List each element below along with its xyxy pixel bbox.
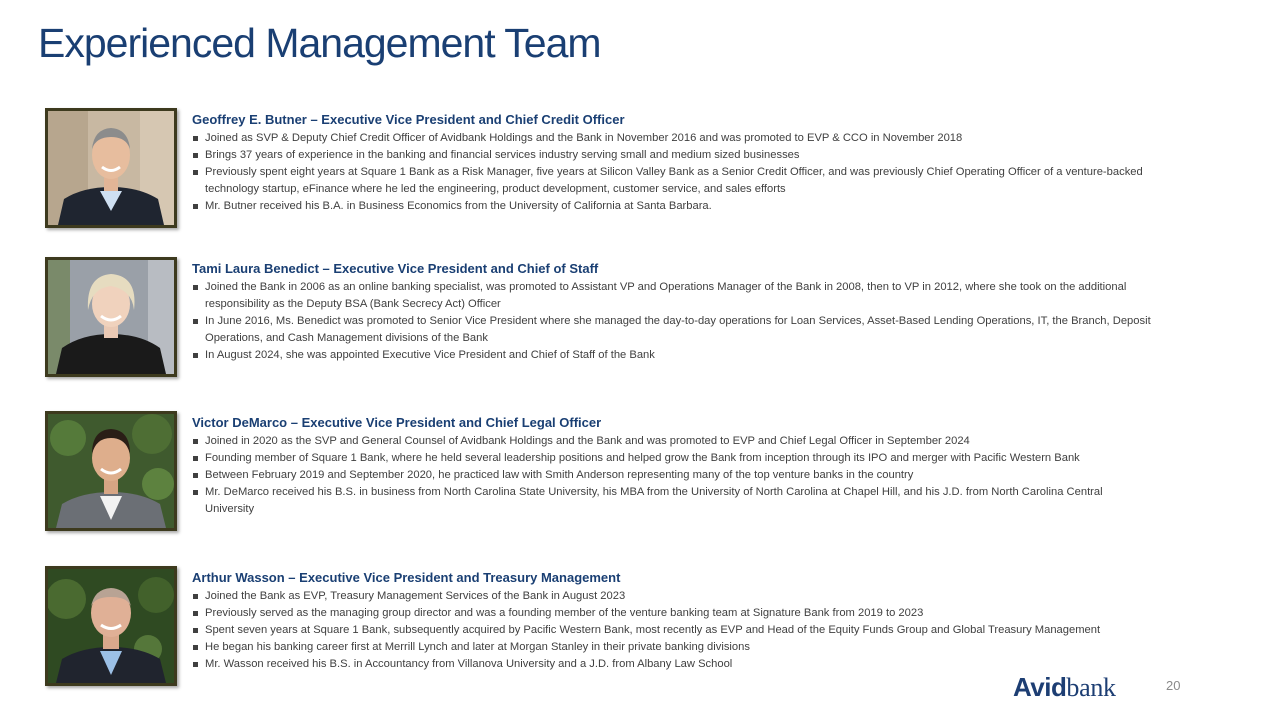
bio-bullet: Mr. Butner received his B.A. in Business Economics from the University of California at Santa Barbara. <box>192 198 1152 215</box>
bio-bullet-list <box>192 588 1152 673</box>
person-name: Arthur Wasson – Executive Vice President and Treasury Management <box>192 570 621 585</box>
headshot-photo <box>45 411 177 531</box>
person-name: Victor DeMarco – Executive Vice President and Chief Legal Officer <box>192 415 602 430</box>
logo-text-part1: Avid <box>1013 672 1067 702</box>
bio-bullet: Founding member of Square 1 Bank, where he held several leadership positions and helped grow the Bank from inception through its IPO and merger with Pacific Western Bank <box>192 450 1152 467</box>
avidbank-logo <box>1013 673 1116 702</box>
headshot-photo <box>45 566 177 686</box>
bio-bullet: Joined the Bank in 2006 as an online banking specialist, was promoted to Assistant VP and Operations Manager of the Bank in 2008, then to VP in 2012, where she took on the additional responsibility as the Deputy BSA (Bank Secrecy Act) Officer <box>192 279 1152 313</box>
bio-bullet: Joined the Bank as EVP, Treasury Management Services of the Bank in August 2023 <box>192 588 1152 605</box>
bio-bullet: Mr. DeMarco received his B.S. in business from North Carolina State University, his MBA from the University of North Carolina at Chapel Hill, and his J.D. from North Carolina Central University <box>192 484 1152 518</box>
bio-bullet: In June 2016, Ms. Benedict was promoted to Senior Vice President where she managed the day-to-day operations for Loan Services, Asset-Based Lending Operations, IT, the Branch, Deposit Operations, and Cash Management divisions of the Bank <box>192 313 1152 347</box>
page-number: 20 <box>1166 678 1181 693</box>
bio-bullet: Mr. Wasson received his B.S. in Accountancy from Villanova University and a J.D. from Albany Law School <box>192 656 1152 673</box>
bio-bullet: Between February 2019 and September 2020, he practiced law with Smith Anderson representing many of the top venture banks in the country <box>192 467 1152 484</box>
bio-section <box>192 414 1152 518</box>
bio-bullet: In August 2024, she was appointed Executive Vice President and Chief of Staff of the Bank <box>192 347 1152 364</box>
bio-bullet: Joined as SVP & Deputy Chief Credit Officer of Avidbank Holdings and the Bank in November 2016 and was promoted to EVP & CCO in November 2018 <box>192 130 1152 147</box>
bio-bullet: He began his banking career first at Merrill Lynch and later at Morgan Stanley in their private banking divisions <box>192 639 1152 656</box>
bio-bullet: Spent seven years at Square 1 Bank, subsequently acquired by Pacific Western Bank, most recently as EVP and Head of the Equity Funds Group and Global Treasury Management <box>192 622 1152 639</box>
bio-bullet: Previously served as the managing group director and was a founding member of the venture banking team at Signature Bank from 2019 to 2023 <box>192 605 1152 622</box>
bio-section <box>192 111 1152 215</box>
person-name: Geoffrey E. Butner – Executive Vice President and Chief Credit Officer <box>192 112 625 127</box>
bio-section <box>192 260 1152 364</box>
bio-bullet: Brings 37 years of experience in the banking and financial services industry serving small and medium sized businesses <box>192 147 1152 164</box>
bio-bullet-list <box>192 279 1152 364</box>
headshot-photo <box>45 108 177 228</box>
bio-bullet-list <box>192 433 1152 518</box>
bio-bullet: Joined in 2020 as the SVP and General Counsel of Avidbank Holdings and the Bank and was promoted to EVP and Chief Legal Officer in September 2024 <box>192 433 1152 450</box>
headshot-photo <box>45 257 177 377</box>
bio-bullet-list <box>192 130 1152 215</box>
page-title: Experienced Management Team <box>38 20 601 66</box>
logo-text-part2: bank <box>1066 673 1116 702</box>
bio-bullet: Previously spent eight years at Square 1 Bank as a Risk Manager, five years at Silicon Valley Bank as a Senior Credit Officer, and was previously Chief Operating Officer of a venture-backed technology startup, eFinance where he led the engineering, product development, customer service, and sales efforts <box>192 164 1152 198</box>
bio-section <box>192 569 1152 673</box>
person-name: Tami Laura Benedict – Executive Vice President and Chief of Staff <box>192 261 599 276</box>
